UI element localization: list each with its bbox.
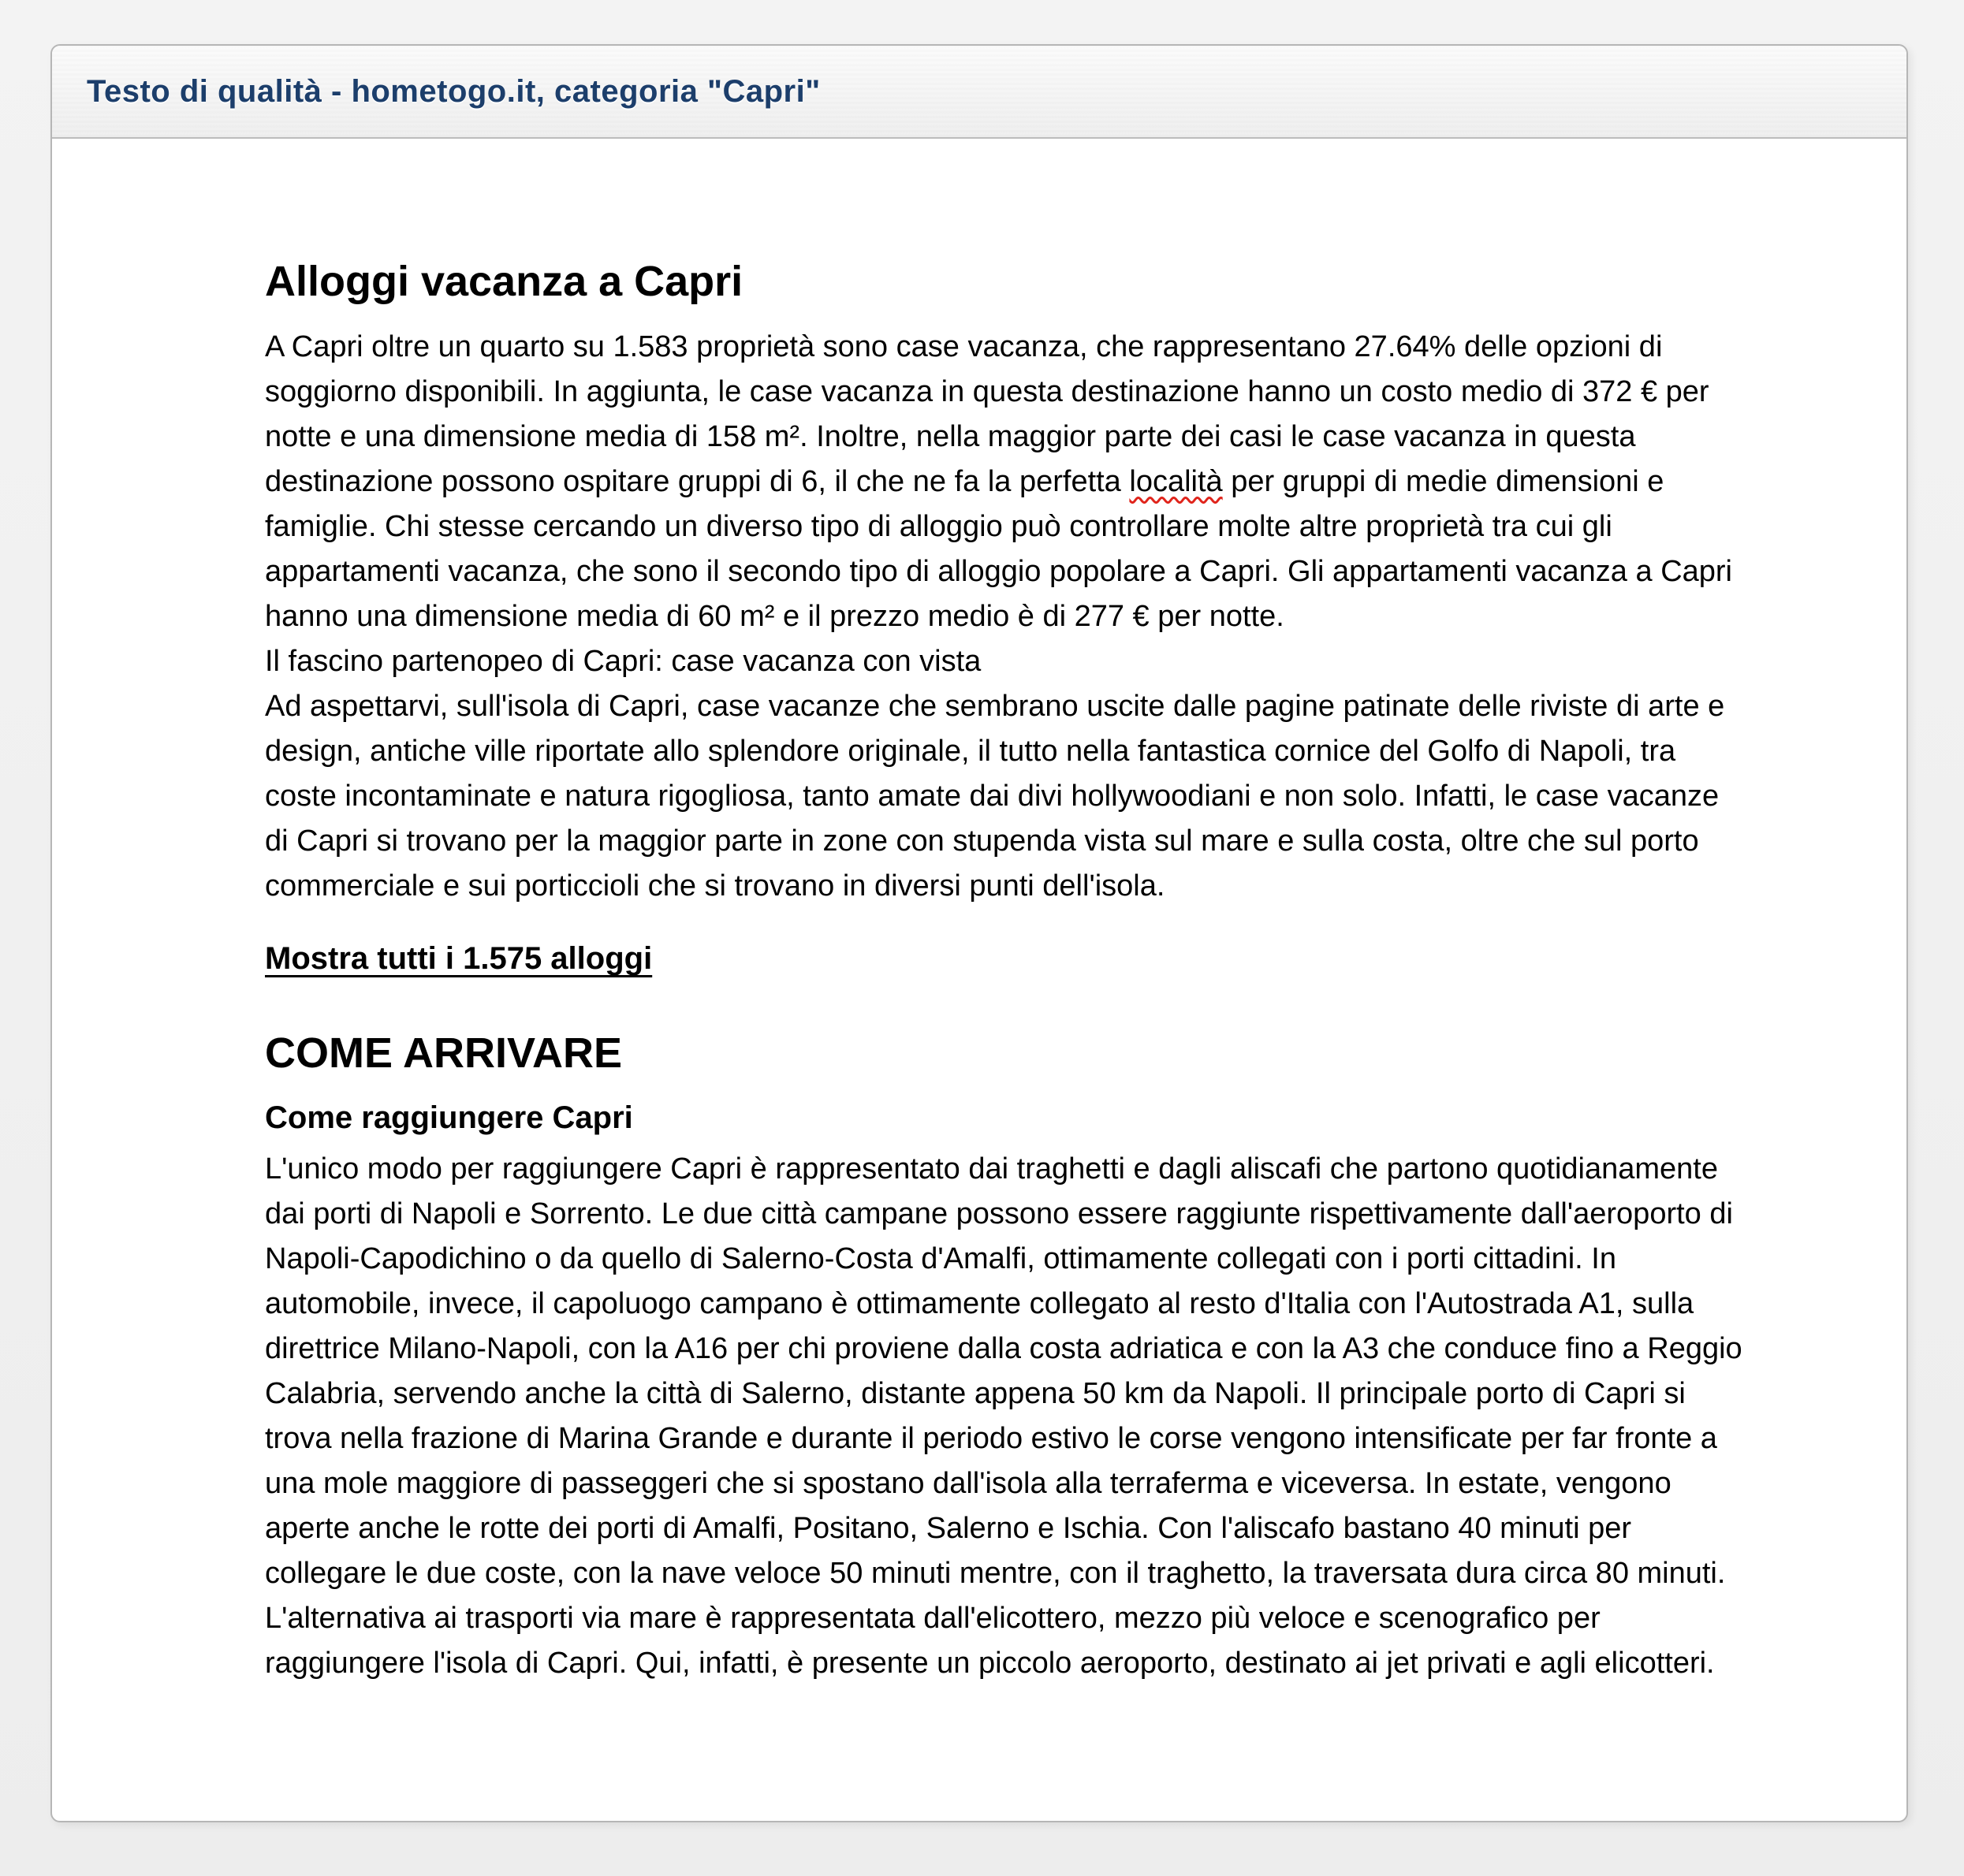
panel-title: Testo di qualità - hometogo.it, categoria "Capri" — [87, 73, 821, 109]
come-arrivare-heading: COME ARRIVARE — [265, 1029, 623, 1077]
alloggi-paragraph — [265, 325, 1747, 639]
fascino-paragraph: Ad aspettarvi, sull'isola di Capri, case vacanze che sembrano uscite dalle pagine patinate delle riviste di arte e design, antiche ville riportate allo splendore originale, il tutto nella fantastica cornice del Golfo di Napoli, tra coste incontaminate e natura rigogliosa, tanto amate dai divi hollywoodiani e non solo. Infatti, le case vacanze di Capri si trovano per la maggior parte in zone con stupenda vista sul mare e sulla costa, oltre che sul porto commerciale e sui porticcioli che si trovano in diversi punti dell'isola. — [265, 690, 1725, 903]
panel-body — [52, 139, 1906, 1686]
panel-header — [52, 46, 1906, 139]
quality-text-panel — [50, 44, 1908, 1822]
show-all-listings-link[interactable]: Mostra tutti i 1.575 alloggi — [265, 941, 653, 976]
come-raggiungere-subheading: Come raggiungere Capri — [265, 1100, 633, 1135]
come-arrivare-paragraph: L'unico modo per raggiungere Capri è rappresentato dai traghetti e dagli aliscafi che partono quotidianamente dai porti di Napoli e Sorrento. Le due città campane possono essere raggiunte rispettivamente dall'aeroporto di Napoli-Capodichino o da quello di Salerno-Costa d'Amalfi, ottimamente collegati con i porti cittadini. In automobile, invece, il capoluogo campano è ottimamente collegato al resto d'Italia con l'Autostrada A1, sulla direttrice Milano-Napoli, con la A16 per chi proviene dalla costa adriatica e con la A3 che conduce fino a Reggio Calabria, servendo anche la città di Salerno, distante appena 50 km da Napoli. Il principale porto di Capri si trova nella frazione di Marina Grande e durante il periodo estivo le corse vengono intensificate per far fronte a una mole maggiore di passeggeri che si spostano dall'isola alla terraferma e viceversa. In estate, vengono aperte anche le rotte dei porti di Amalfi, Positano, Salerno e Ischia. Con l'aliscafo bastano 40 minuti per collegare le due coste, con la nave veloce 50 minuti mentre, con il traghetto, la traversata dura circa 80 minuti. L'alternativa ai trasporti via mare è rappresentata dall'elicottero, mezzo più veloce e scenografico per raggiungere l'isola di Capri. Qui, infatti, è presente un piccolo aeroporto, destinato ai jet privati e agli elicotteri. — [265, 1152, 1742, 1680]
misspelled-word-localita: località — [1129, 465, 1223, 498]
alloggi-paragraph-part2: per gruppi di medie dimensioni e famiglie. Chi stesse cercando un diverso tipo di alloggio può controllare molte altre proprietà tra cui gli appartamenti vacanza, che sono il secondo tipo di alloggio popolare a Capri. Gli appartamenti vacanza a Capri hanno una dimensione media di 60 m² e il prezzo medio è di 277 € per notte. — [265, 465, 1732, 633]
fascino-title-line: Il fascino partenopeo di Capri: case vacanza con vista — [265, 645, 982, 678]
alloggi-heading: Alloggi vacanza a Capri — [265, 258, 743, 305]
alloggi-paragraph-part1: A Capri oltre un quarto su 1.583 proprietà sono case vacanza, che rappresentano 27.64% delle opzioni di soggiorno disponibili. In aggiunta, le case vacanza in questa destinazione hanno un costo medio di 372 € per notte e una dimensione media di 158 m². Inoltre, nella maggior parte dei casi le case vacanza in questa destinazione possono ospitare gruppi di 6, il che ne fa la perfetta — [265, 330, 1709, 498]
